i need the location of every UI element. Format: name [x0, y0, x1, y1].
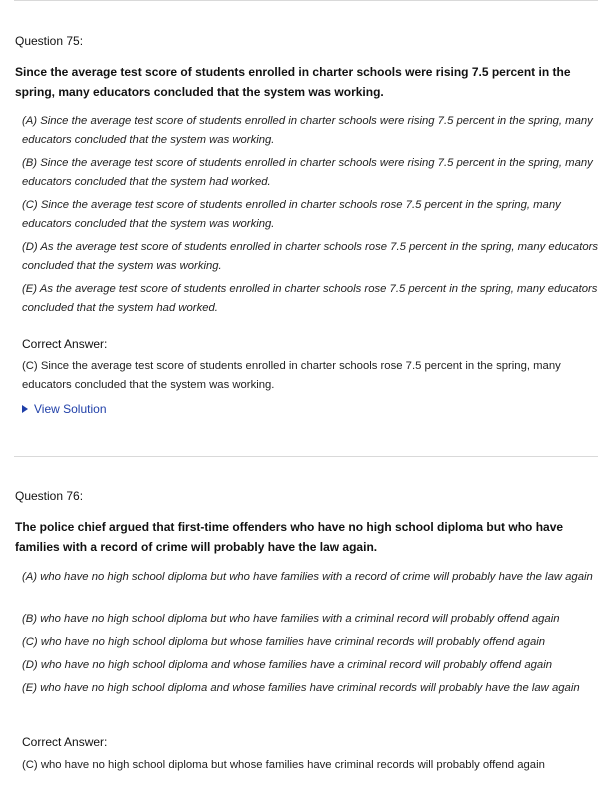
question-75-choice-b[interactable]: (B) Since the average test score of students enrolled in charter schools were rising 7.5 percent in the spring, many educators concluded that the system had worked. [22, 157, 593, 188]
question-75-label: Question 75: [15, 34, 84, 48]
question-76-choice-c[interactable]: (C) who have no high school diploma but whose families have criminal records will probably offend again [22, 636, 546, 648]
question-75-choice-e[interactable]: (E) As the average test score of students enrolled in charter schools rose 7.5 percent in the spring, many educators concluded that the system had worked. [22, 283, 598, 314]
question-75-correct-answer-label: Correct Answer: [22, 337, 108, 351]
question-76-correct-answer-label: Correct Answer: [22, 735, 108, 749]
question-76-choice-b[interactable]: (B) who have no high school diploma but who have families with a criminal record will probably offend again [22, 613, 560, 625]
question-76-choice-d[interactable]: (D) who have no high school diploma and whose families have a criminal record will probably offend again [22, 659, 552, 671]
expand-triangle-icon [22, 405, 28, 413]
view-solution-link[interactable] [22, 402, 107, 416]
top-divider [14, 0, 598, 1]
question-divider [14, 456, 598, 457]
question-75-choice-a[interactable]: (A) Since the average test score of students enrolled in charter schools were rising 7.5 percent in the spring, many educators concluded that the system was working. [22, 115, 593, 146]
question-76-choice-e[interactable]: (E) who have no high school diploma and whose families have criminal records will probably have the law again [22, 682, 580, 694]
question-75-correct-answer-text: (C) Since the average test score of students enrolled in charter schools rose 7.5 percent in the spring, many educators concluded that the system was working. [22, 360, 561, 391]
question-76-stem: The police chief argued that first-time offenders who have no high school diploma but who have families with a record of crime will probably have the law again. [15, 520, 564, 554]
view-solution-label: View Solution [34, 402, 107, 416]
question-75-stem: Since the average test score of students enrolled in charter schools were rising 7.5 percent in the spring, many educators concluded that the system was working. [15, 65, 571, 99]
question-76-label: Question 76: [15, 489, 84, 503]
question-76-correct-answer-text: (C) who have no high school diploma but whose families have criminal records will probably offend again [22, 759, 545, 771]
question-75-choice-d[interactable]: (D) As the average test score of students enrolled in charter schools rose 7.5 percent in the spring, many educators concluded that the system was working. [22, 241, 599, 272]
question-76-choice-a[interactable]: (A) who have no high school diploma but who have families with a record of crime will probably have the law again [22, 571, 593, 583]
question-75-choice-c[interactable]: (C) Since the average test score of students enrolled in charter schools rose 7.5 percent in the spring, many educators concluded that the system was working. [22, 199, 561, 230]
